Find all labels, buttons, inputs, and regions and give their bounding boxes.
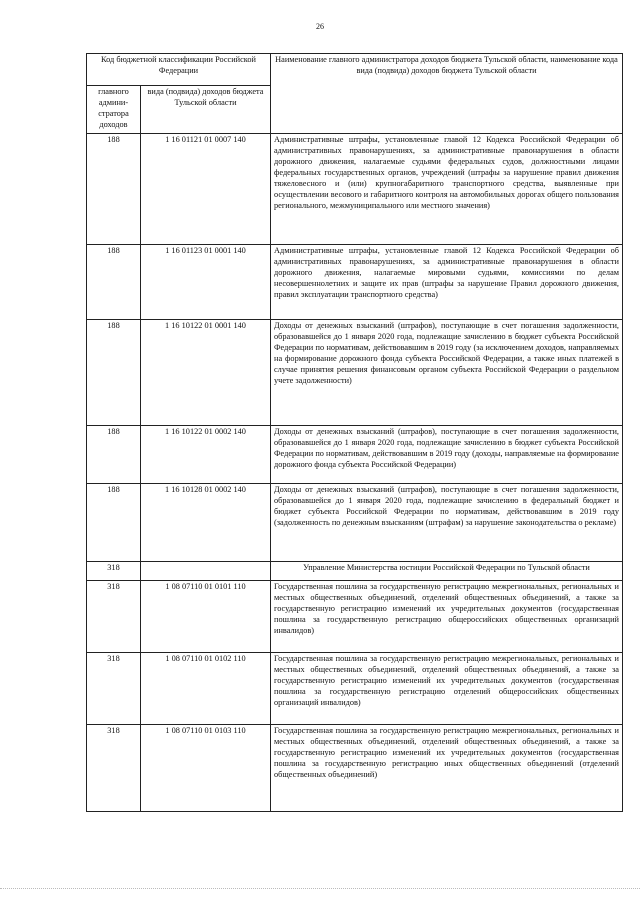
admin-code-cell: 318 (87, 653, 141, 725)
description-cell: Государственная пошлина за государственную регистрацию межрегиональных, региональных и местных общественных объединений, отделений общественных объединений, а также за государственную регистрацию изменений их учредительных документов (государственная пошлина за государственную регистрацию общероссийских общественных организаций инвалидов) (271, 581, 623, 653)
description-cell: Государственная пошлина за государственную регистрацию межрегиональных, региональных и местных общественных объединений, отделений общественных объединений, а также за государственную регистрацию изменений их учредительных документов (государственная пошлина за государственную регистрацию отделений общероссийских общественных организаций инвалидов) (271, 653, 623, 725)
description-cell: Административные штрафы, установленные главой 12 Кодекса Российской Федерации об административных правонарушениях, за административные правонарушения в области дорожного движения, налагаемые мировыми судьями, комиссиями по делам несовершеннолетних и защите их прав (штрафы за нарушение Правил дорожного движения, правил эксплуатации транспортного средства) (271, 245, 623, 320)
admin-code-cell: 188 (87, 245, 141, 320)
description-cell: Административные штрафы, установленные главой 12 Кодекса Российской Федерации об административных правонарушениях, за административные правонарушения в области дорожного движения, налагаемые судьями федеральных судов, должностными лицами федеральных государственных органов, учреждений (штрафы за нарушение правил движения тяжеловесного и (или) крупногабаритного транспортного средства, выявленные при осуществлении весового и габаритного контроля на автомобильных дорогах общего пользования регионального, межмуниципального или местного значения) (271, 134, 623, 245)
header-income-kind: вида (подвида) доходов бюджета Тульской области (141, 86, 271, 134)
page-bottom-edge (0, 888, 640, 893)
table-row (87, 653, 623, 725)
admin-code-cell: 188 (87, 134, 141, 245)
table-row (87, 484, 623, 562)
admin-code-cell: 318 (87, 562, 141, 581)
admin-code-cell: 318 (87, 581, 141, 653)
income-code-cell: 1 16 10128 01 0002 140 (141, 484, 271, 562)
admin-code-cell: 188 (87, 426, 141, 484)
table-row (87, 725, 623, 812)
table-row (87, 426, 623, 484)
description-cell: Доходы от денежных взысканий (штрафов), поступающие в счет погашения задолженности, образовавшейся до 1 января 2020 года, подлежащие зачислению в федеральный бюджет и бюджет субъекта Российской Федерации по нормативам, действовавшим в 2019 году (задолженность по денежным взысканиям (штрафам) за нарушение законодательства о рекламе) (271, 484, 623, 562)
income-code-cell: 1 16 10122 01 0002 140 (141, 426, 271, 484)
income-code-cell: 1 16 01121 01 0007 140 (141, 134, 271, 245)
income-code-cell: 1 16 01123 01 0001 140 (141, 245, 271, 320)
description-cell: Управление Министерства юстиции Российской Федерации по Тульской области (271, 562, 623, 581)
description-cell: Доходы от денежных взысканий (штрафов), поступающие в счет погашения задолженности, образовавшейся до 1 января 2020 года, подлежащие зачислению в бюджет субъекта Российской Федерации по нормативам, действовавшим в 2019 году (доходы, направляемые на формирование дорожного фонда субъекта Российской Федерации) (271, 426, 623, 484)
admin-code-cell: 188 (87, 484, 141, 562)
income-code-cell: 1 08 07110 01 0103 110 (141, 725, 271, 812)
income-code-cell: 1 08 07110 01 0102 110 (141, 653, 271, 725)
table-row (87, 562, 623, 581)
table-row (87, 245, 623, 320)
table-row (87, 134, 623, 245)
header-admin-code: главного админи-стратора доходов (87, 86, 141, 134)
budget-table (86, 53, 623, 812)
admin-code-cell: 188 (87, 320, 141, 426)
income-code-cell: 1 08 07110 01 0101 110 (141, 581, 271, 653)
income-code-cell (141, 562, 271, 581)
admin-code-cell: 318 (87, 725, 141, 812)
page-number: 26 (316, 22, 324, 31)
table-row (87, 581, 623, 653)
income-code-cell: 1 16 10122 01 0001 140 (141, 320, 271, 426)
table-row (87, 320, 623, 426)
header-classification-code: Код бюджетной классификации Российской Федерации (87, 54, 271, 86)
description-cell: Государственная пошлина за государственную регистрацию межрегиональных, региональных и местных общественных объединений, отделений общественных объединений, а также за государственную регистрацию изменений их учредительных документов (государственная пошлина за государственную регистрацию иных общественных объединений (отделений общественных объединений) (271, 725, 623, 812)
description-cell: Доходы от денежных взысканий (штрафов), поступающие в счет погашения задолженности, образовавшейся до 1 января 2020 года, подлежащие зачислению в бюджет субъекта Российской Федерации по нормативам, действовавшим в 2019 году (за исключением доходов, направляемых на формирование дорожного фонда субъекта Российской Федерации, а также иных платежей в случае принятия решения финансовым органом субъекта Российской Федерации о раздельном учете задолженности) (271, 320, 623, 426)
header-name: Наименование главного администратора доходов бюджета Тульской области, наименование кода вида (подвида) доходов бюджета Тульской области (271, 54, 623, 134)
